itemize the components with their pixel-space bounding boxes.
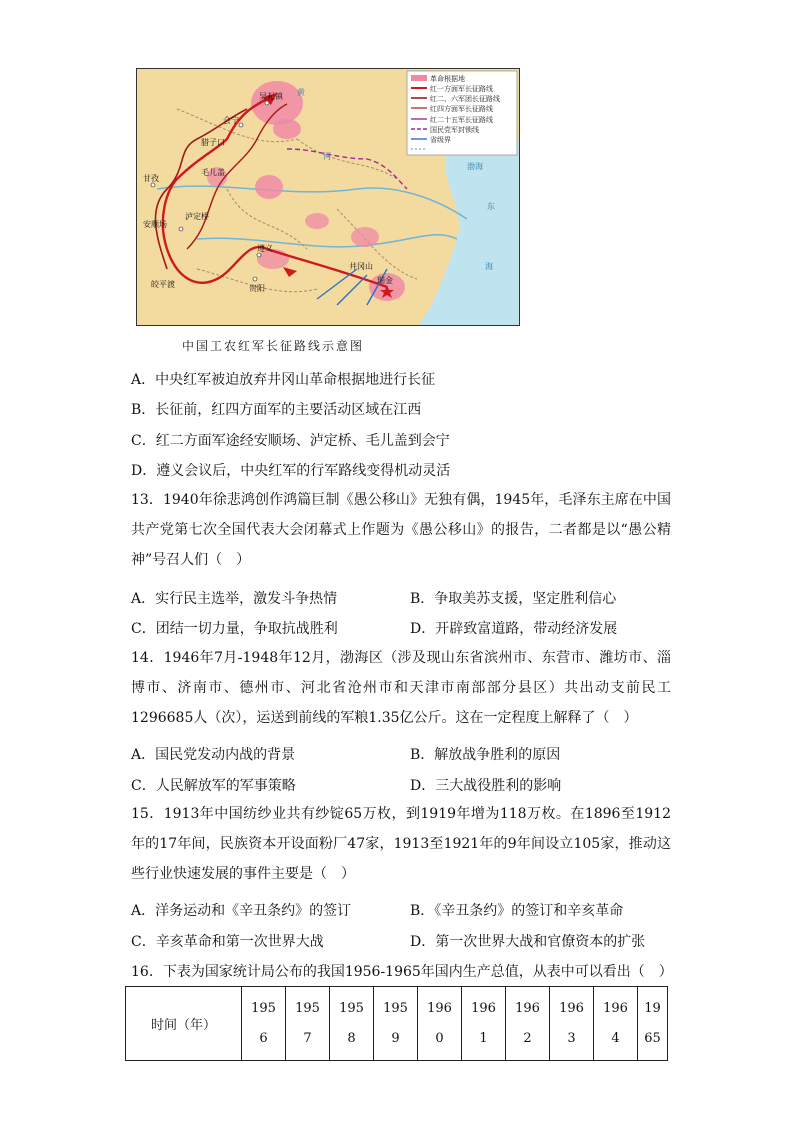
place-label: 井冈山 [349, 262, 373, 271]
place-label: 甘孜 [143, 174, 159, 183]
legend-label: 省级界 [430, 136, 451, 144]
q13-stem: 13．1940年徐悲鸿创作鸿篇巨制《愚公移山》无独有偶，1945年，毛泽东主席在中国共产党第七次全国代表大会闭幕式上作题为《愚公移山》的报告，二者都是以“愚公精神”号召人们（ ） [131, 492, 671, 568]
long-march-map [136, 68, 520, 326]
year-cell: 195 9 [374, 987, 418, 1061]
table-row [126, 987, 668, 1061]
q14-option-b: B．解放战争胜利的原因 [410, 747, 561, 763]
legend-label: 革命根据地 [430, 75, 465, 83]
place-label: 泸定桥 [185, 212, 209, 221]
place-label: 贵阳 [249, 284, 265, 293]
year-cell: 196 0 [418, 987, 462, 1061]
place-label: 渤海 [467, 162, 483, 171]
place-label: 皎平渡 [151, 280, 175, 289]
q16-stem: 16．下表为国家统计局公布的我国1956-1965年国内生产总值，从表中可以看出（ ） [131, 964, 673, 980]
q13-option-b: B．争取美苏支援，坚定胜利信心 [410, 591, 617, 607]
q15-stem: 15．1913年中国纺纱业共有纱锭65万枚，到1919年增为118万枚。在1896至1912年的17年间，民族资本开设面粉厂47家，1913至1921年的9年间设立105家，推动这些行业快速发展的事件主要是（ ） [131, 806, 671, 882]
q14-option-d: D．三大战役胜利的影响 [410, 778, 562, 794]
year-cell: 196 1 [462, 987, 506, 1061]
place-label: 会宁 [223, 116, 239, 125]
legend-label: 红一方面军长征路线 [430, 85, 493, 93]
legend-label: 红二、六军团长征路线 [430, 95, 500, 103]
q13-option-a: A．实行民主选举，激发斗争热情 [131, 591, 338, 607]
year-cell: 196 4 [594, 987, 638, 1061]
q15-option-c: C．辛亥革命和第一次世界大战 [131, 934, 324, 950]
place-label: 安顺场 [143, 220, 167, 229]
q13-option-d: D．开辟致富道路，带动经济发展 [410, 621, 618, 637]
place-label: 毛儿盖 [201, 168, 225, 177]
place-label: 东 [487, 202, 495, 211]
gdp-table [125, 986, 668, 1061]
q12-option-c: C．红二方面军途经安顺场、泸定桥、毛儿盖到会宁 [131, 433, 450, 449]
q14-stem: 14．1946年7月-1948年12月，渤海区（涉及现山东省滨州市、东营市、潍坊市、淄博市、济南市、德州市、河北省沧州市和天津市南部部分县区）共出动支前民工1296685人（次），运送到前线的军粮1.35亿公斤。这在一定程度上解释了（ ） [131, 650, 671, 726]
place-label: 遵义 [257, 244, 273, 253]
q13-option-c: C．团结一切力量，争取抗战胜利 [131, 621, 338, 637]
place-label: 瑞金 [377, 276, 393, 285]
place-label: 吴起镇 [259, 92, 283, 101]
year-cell: 195 6 [242, 987, 286, 1061]
year-cell: 195 8 [330, 987, 374, 1061]
map-caption: 中国工农红军长征路线示意图 [182, 339, 365, 353]
year-cell: 195 7 [286, 987, 330, 1061]
q12-option-a: A．中央红军被迫放弃井冈山革命根据地进行长征 [131, 372, 436, 388]
year-cell: 19 65 [638, 987, 668, 1061]
q12-option-b: B．长征前，红四方面军的主要活动区域在江西 [131, 402, 422, 418]
q12-option-d: D．遵义会议后，中央红军的行军路线变得机动灵活 [131, 463, 451, 479]
legend-label: 红四方面军长征路线 [430, 105, 493, 113]
place-label: 海 [485, 262, 493, 271]
q14-option-a: A．国民党发动内战的背景 [131, 747, 296, 763]
place-label: 河 [323, 152, 331, 161]
place-label: 腊子口 [201, 138, 225, 147]
q15-option-a: A．洋务运动和《辛丑条约》的签订 [131, 903, 352, 919]
place-label: 黄 [297, 88, 305, 97]
map-graphic [137, 69, 519, 325]
q15-option-b: B．《辛丑条约》的签订和辛亥革命 [410, 903, 624, 919]
year-cell: 196 3 [550, 987, 594, 1061]
year-cell: 196 2 [506, 987, 550, 1061]
legend-label: 国民党军封锁线 [430, 126, 479, 134]
table-header-cell: 时间（年） [126, 987, 242, 1061]
q14-option-c: C．人民解放军的军事策略 [131, 778, 296, 794]
legend-label: 红二十五军长征路线 [430, 116, 493, 124]
q15-option-d: D．第一次世界大战和官僚资本的扩张 [410, 934, 646, 950]
